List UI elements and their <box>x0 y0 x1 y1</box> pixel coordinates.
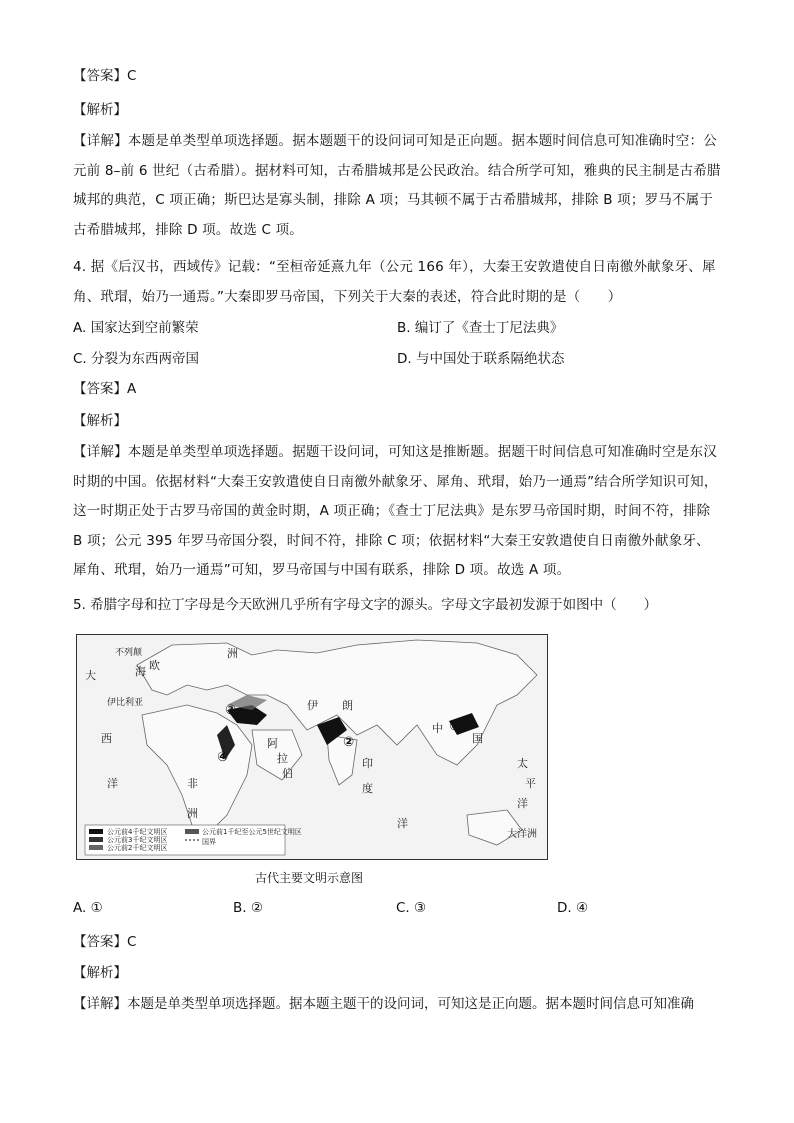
map-label-pacific-2: 平 <box>525 777 536 790</box>
q5-option-b: B. ② <box>233 900 263 916</box>
map-label-sea: 海 <box>135 665 146 678</box>
q4-option-c: C. 分裂为东西两帝国 <box>73 351 200 367</box>
legend-2nd-millennium: 公元前2千纪文明区 <box>107 844 168 852</box>
map-label-iberia: 伊比利亚 <box>107 698 144 708</box>
q3-answer: 【答案】C <box>73 68 137 84</box>
map-artwork <box>77 635 547 859</box>
q5-stem: 5. 希腊字母和拉丁字母是今天欧洲几乎所有字母文字的源头。字母文字最初发源于如图中（ ） <box>73 597 658 613</box>
q4-analysis-heading: 【解析】 <box>73 413 127 429</box>
q4-option-b: B. 编订了《查士丁尼法典》 <box>397 320 564 336</box>
map-marker-4: ④ <box>217 750 229 765</box>
ancient-civilization-map <box>76 634 548 860</box>
map-label-india-2: 度 <box>362 782 373 795</box>
map-label-britain: 不列颠 <box>115 648 143 658</box>
q5-option-c: C. ③ <box>396 900 427 916</box>
q4-detail: 【详解】本题是单类型单项选择题。据题干设问词，可知这是推断题。据题干时间信息可知准确时空是东汉时期的中国。依据材料“大秦王安敦遣使自日南徼外献象牙、犀角、玳瑁，始乃一通焉”结合所学知识可知，这一时期正处于古罗马帝国的黄金时期，A 项正确；《查士丁尼法典》是东罗马帝国时期，时间不符，排除 B 项；公元 395 年罗马帝国分裂，时间不符，排除 C 项；依据材料“大秦王安敦遣使自日南徼外献象牙、犀角、玳瑁，始乃一通焉”可知，罗马帝国与中国有联系，排除 D 项。故选 A 项。 <box>73 444 718 578</box>
legend-1st-millennium: 公元前1千纪至公元5世纪文明区 <box>202 828 302 836</box>
q4-option-a: A. 国家达到空前繁荣 <box>73 320 199 336</box>
map-label-atlantic-3: 洋 <box>107 777 118 790</box>
map-marker-3: ③ <box>225 703 237 718</box>
map-label-europe: 欧 <box>149 659 160 672</box>
q3-detail: 【详解】本题是单类型单项选择题。据本题题干的设问词可知是正向题。据本题时间信息可知准确时空：公元前 8–前 6 世纪（古希腊）。据材料可知，古希腊城邦是公民政治。结合所学可知，雅典的民主制是古希腊城邦的典范，C 项正确；斯巴达是寡头制，排除 A 项；马其顿不属于古希腊城邦，排除 B 项；罗马不属于古希腊城邦，排除 D 项。故选 C 项。 <box>73 133 721 238</box>
q5-option-d: D. ④ <box>557 900 589 916</box>
q4-stem: 4. 据《后汉书，西域传》记载：“至桓帝延熹九年（公元 166 年），大秦王安敦遣使自日南徼外献象牙、犀角、玳瑁，始乃一通焉。”大秦即罗马帝国，下列关于大秦的表述，符合此时期的是（ ） <box>73 259 716 305</box>
legend-4th-millennium: 公元前4千纪文明区 <box>107 828 168 836</box>
q5-answer: 【答案】C <box>73 934 137 950</box>
map-label-china-1: 中 <box>432 722 443 735</box>
q5-option-a: A. ① <box>73 900 103 916</box>
map-label-africa-1: 非 <box>187 777 198 790</box>
legend-border: 国界 <box>202 838 216 846</box>
map-label-iran-2: 朗 <box>342 699 353 712</box>
q5-detail: 【详解】本题是单类型单项选择题。据本题主题干的设问词，可知这是正向题。据本题时间信息可知准确 <box>73 996 694 1012</box>
map-marker-2: ② <box>343 735 355 750</box>
map-label-atlantic-2: 西 <box>101 732 112 745</box>
map-label-china-2: 国 <box>472 732 483 745</box>
map-caption: 古代主要文明示意图 <box>255 871 364 885</box>
map-label-arabia-1: 阿 <box>267 737 278 750</box>
q4-answer: 【答案】A <box>73 381 137 397</box>
q3-analysis-heading: 【解析】 <box>73 102 127 118</box>
map-marker-1: ① <box>449 719 461 734</box>
q5-analysis-heading: 【解析】 <box>73 965 127 981</box>
map-label-pacific-1: 太 <box>517 757 528 770</box>
map-label-arabia-2: 拉 <box>277 752 288 765</box>
map-label-atlantic-1: 大 <box>85 669 96 682</box>
map-label-pacific-3: 洋 <box>517 797 528 810</box>
map-label-india-3: 洋 <box>397 817 408 830</box>
q4-option-d: D. 与中国处于联系隔绝状态 <box>397 351 565 367</box>
map-label-europe-2: 洲 <box>227 647 238 660</box>
map-label-iran-1: 伊 <box>307 699 318 712</box>
map-label-africa-2: 洲 <box>187 807 198 820</box>
map-label-arabia-3: 伯 <box>282 767 293 780</box>
legend-3rd-millennium: 公元前3千纪文明区 <box>107 836 168 844</box>
map-label-oceania: 大洋洲 <box>507 829 537 840</box>
map-label-india-1: 印 <box>362 757 373 770</box>
